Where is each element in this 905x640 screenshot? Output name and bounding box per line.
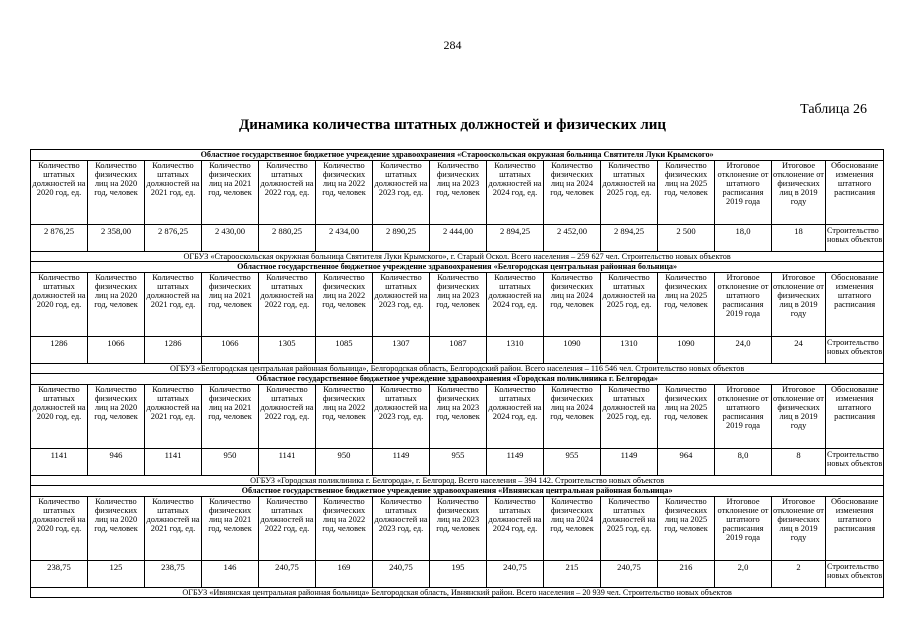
table-cell: Строительство новых объектов (826, 449, 884, 476)
column-header: Количество штатных должностей на 2020 год, ед. (31, 497, 88, 561)
table-cell: 1085 (316, 337, 373, 364)
table-cell: 240,75 (259, 561, 316, 588)
table-cell: 240,75 (373, 561, 430, 588)
table-cell: 1141 (145, 449, 202, 476)
table-cell: 8,0 (715, 449, 772, 476)
column-header: Обоснование изменения штатного расписания (826, 497, 884, 561)
table-cell: 240,75 (601, 561, 658, 588)
document-title: Динамика количества штатных должностей и физических лиц (238, 117, 667, 133)
column-header: Количество физических лиц на 2022 год, человек (316, 385, 373, 449)
column-header: Количество физических лиц на 2025 год, человек (658, 385, 715, 449)
table-cell: 1149 (487, 449, 544, 476)
table-cell: 2 444,00 (430, 225, 487, 252)
table-cell: 1087 (430, 337, 487, 364)
table-cell: 1066 (88, 337, 145, 364)
column-header: Количество штатных должностей на 2020 год, ед. (31, 273, 88, 337)
page-number: 284 (443, 38, 462, 52)
table-cell: 18,0 (715, 225, 772, 252)
table-cell: 195 (430, 561, 487, 588)
column-header: Количество штатных должностей на 2023 год, ед. (373, 497, 430, 561)
column-header: Количество штатных должностей на 2025 год, ед. (601, 385, 658, 449)
table-cell: 950 (316, 449, 373, 476)
table-cell: 1149 (601, 449, 658, 476)
column-header: Количество физических лиц на 2024 год, человек (544, 497, 601, 561)
column-header: Количество физических лиц на 2023 год, человек (430, 497, 487, 561)
column-header: Количество физических лиц на 2024 год, человек (544, 385, 601, 449)
column-header: Обоснование изменения штатного расписания (826, 273, 884, 337)
table-cell: 2 500 (658, 225, 715, 252)
column-header: Количество штатных должностей на 2025 год, ед. (601, 497, 658, 561)
table-cell: 1066 (202, 337, 259, 364)
table-cell: 1149 (373, 449, 430, 476)
table-cell: 2 876,25 (31, 225, 88, 252)
column-header: Количество физических лиц на 2024 год, человек (544, 273, 601, 337)
table-cell: 2 876,25 (145, 225, 202, 252)
table-cell: 24 (772, 337, 826, 364)
table-cell: 24,0 (715, 337, 772, 364)
table-cell: 125 (88, 561, 145, 588)
table-row (31, 561, 884, 588)
column-header: Количество штатных должностей на 2021 год, ед. (145, 273, 202, 337)
column-header: Итоговое отклонение от физических лиц в 2019 году (772, 273, 826, 337)
note-row (31, 364, 884, 374)
table-cell: 1286 (145, 337, 202, 364)
table-cell: 955 (544, 449, 601, 476)
header-row (31, 497, 884, 561)
column-header: Количество штатных должностей на 2022 год, ед. (259, 161, 316, 225)
table-cell: 238,75 (145, 561, 202, 588)
institution-note: ОГБУЗ «Ивнянская центральная районная больница» Белгородская область, Ивнянский район. Всего населения – 20 939 чел. Строительство новых объектов (31, 588, 884, 598)
header-row (31, 273, 884, 337)
column-header: Количество штатных должностей на 2025 год, ед. (601, 161, 658, 225)
column-header: Количество штатных должностей на 2020 год, ед. (31, 385, 88, 449)
column-header: Количество штатных должностей на 2024 год, ед. (487, 161, 544, 225)
column-header: Количество физических лиц на 2021 год, человек (202, 497, 259, 561)
table-label: Таблица 26 (800, 102, 867, 117)
column-header: Обоснование изменения штатного расписания (826, 385, 884, 449)
table-cell: 1141 (259, 449, 316, 476)
institution-note: ОГБУЗ «Старооскольская окружная больница Святителя Луки Крымского», г. Старый Оскол. Всего населения – 259 627 чел. Строительство новых объектов (31, 252, 884, 262)
table-cell: 8 (772, 449, 826, 476)
column-header: Количество физических лиц на 2022 год, человек (316, 497, 373, 561)
column-header: Количество штатных должностей на 2020 год, ед. (31, 161, 88, 225)
column-header: Количество штатных должностей на 2021 год, ед. (145, 161, 202, 225)
table-cell: 964 (658, 449, 715, 476)
table-row (31, 225, 884, 252)
table-cell: Строительство новых объектов (826, 225, 884, 252)
column-header: Количество физических лиц на 2021 год, человек (202, 385, 259, 449)
column-header: Количество штатных должностей на 2025 год, ед. (601, 273, 658, 337)
table-row (31, 449, 884, 476)
institution-row (31, 150, 884, 161)
institution-name: Областное государственное бюджетное учреждение здравоохранения «Старооскольская окружная больница Святителя Луки Крымского» (31, 150, 884, 161)
table-cell: 1090 (544, 337, 601, 364)
institution-row (31, 262, 884, 273)
column-header: Количество физических лиц на 2025 год, человек (658, 161, 715, 225)
column-header: Итоговое отклонение от штатного расписания 2019 года (715, 273, 772, 337)
table-cell: 2,0 (715, 561, 772, 588)
column-header: Итоговое отклонение от физических лиц в 2019 году (772, 161, 826, 225)
table-cell: 2 358,00 (88, 225, 145, 252)
column-header: Количество штатных должностей на 2022 год, ед. (259, 385, 316, 449)
institution-row (31, 374, 884, 385)
table-cell: 215 (544, 561, 601, 588)
table-cell: 2 890,25 (373, 225, 430, 252)
column-header: Количество физических лиц на 2023 год, человек (430, 161, 487, 225)
table-cell: 1310 (487, 337, 544, 364)
table-cell: 1286 (31, 337, 88, 364)
column-header: Количество штатных должностей на 2021 год, ед. (145, 385, 202, 449)
column-header: Количество физических лиц на 2020 год, человек (88, 497, 145, 561)
table-row (31, 337, 884, 364)
column-header: Количество физических лиц на 2022 год, человек (316, 161, 373, 225)
institution-name: Областное государственное бюджетное учреждение здравоохранения «Белгородская центральная районная больница» (31, 262, 884, 273)
table-cell: 950 (202, 449, 259, 476)
column-header: Количество физических лиц на 2020 год, человек (88, 385, 145, 449)
column-header: Итоговое отклонение от штатного расписания 2019 года (715, 497, 772, 561)
institution-name: Областное государственное бюджетное учреждение здравоохранения «Ивнянская центральная районная больница» (31, 486, 884, 497)
table-cell: 169 (316, 561, 373, 588)
column-header: Количество штатных должностей на 2022 год, ед. (259, 273, 316, 337)
table-cell: 1310 (601, 337, 658, 364)
column-header: Количество физических лиц на 2020 год, человек (88, 161, 145, 225)
institution-note: ОГБУЗ «Городская поликлиника г. Белгорода», г. Белгород. Всего населения – 394 142. Строительство новых объектов (31, 476, 884, 486)
note-row (31, 476, 884, 486)
column-header: Количество штатных должностей на 2024 год, ед. (487, 385, 544, 449)
table-cell: 146 (202, 561, 259, 588)
column-header: Количество штатных должностей на 2022 год, ед. (259, 497, 316, 561)
column-header: Количество физических лиц на 2021 год, человек (202, 273, 259, 337)
column-header: Количество физических лиц на 2024 год, человек (544, 161, 601, 225)
column-header: Итоговое отклонение от физических лиц в 2019 году (772, 385, 826, 449)
table-cell: 1090 (658, 337, 715, 364)
table-cell: 1141 (31, 449, 88, 476)
table-cell: 2 (772, 561, 826, 588)
institution-note: ОГБУЗ «Белгородская центральная районная больница», Белгородская область, Белгородский район. Всего населения – 116 546 чел. Строительство новых объектов (31, 364, 884, 374)
table-cell: 955 (430, 449, 487, 476)
staffing-table (30, 149, 884, 598)
column-header: Количество штатных должностей на 2023 год, ед. (373, 273, 430, 337)
column-header: Количество штатных должностей на 2024 год, ед. (487, 497, 544, 561)
table-cell: 2 894,25 (601, 225, 658, 252)
column-header: Количество физических лиц на 2023 год, человек (430, 273, 487, 337)
table-cell: 946 (88, 449, 145, 476)
column-header: Количество физических лиц на 2025 год, человек (658, 497, 715, 561)
institution-name: Областное государственное бюджетное учреждение здравоохранения «Городская поликлиника г. Белгорода» (31, 374, 884, 385)
column-header: Количество физических лиц на 2023 год, человек (430, 385, 487, 449)
table-cell: 2 430,00 (202, 225, 259, 252)
table-cell: 18 (772, 225, 826, 252)
column-header: Количество физических лиц на 2020 год, человек (88, 273, 145, 337)
column-header: Количество физических лиц на 2022 год, человек (316, 273, 373, 337)
column-header: Итоговое отклонение от штатного расписания 2019 года (715, 385, 772, 449)
note-row (31, 588, 884, 598)
column-header: Количество физических лиц на 2025 год, человек (658, 273, 715, 337)
table-cell: 2 452,00 (544, 225, 601, 252)
column-header: Итоговое отклонение от физических лиц в 2019 году (772, 497, 826, 561)
column-header: Количество штатных должностей на 2024 год, ед. (487, 273, 544, 337)
column-header: Количество штатных должностей на 2021 год, ед. (145, 497, 202, 561)
table-cell: 2 880,25 (259, 225, 316, 252)
table-cell: 1305 (259, 337, 316, 364)
table-cell: 238,75 (31, 561, 88, 588)
table-cell: 216 (658, 561, 715, 588)
column-header: Количество штатных должностей на 2023 год, ед. (373, 161, 430, 225)
table-cell: Строительство новых объектов (826, 337, 884, 364)
note-row (31, 252, 884, 262)
column-header: Итоговое отклонение от штатного расписания 2019 года (715, 161, 772, 225)
table-cell: 2 894,25 (487, 225, 544, 252)
institution-row (31, 486, 884, 497)
header-row (31, 161, 884, 225)
table-cell: 2 434,00 (316, 225, 373, 252)
column-header: Обоснование изменения штатного расписания (826, 161, 884, 225)
column-header: Количество физических лиц на 2021 год, человек (202, 161, 259, 225)
table-cell: 240,75 (487, 561, 544, 588)
table-cell: Строительство новых объектов (826, 561, 884, 588)
table-cell: 1307 (373, 337, 430, 364)
header-row (31, 385, 884, 449)
column-header: Количество штатных должностей на 2023 год, ед. (373, 385, 430, 449)
